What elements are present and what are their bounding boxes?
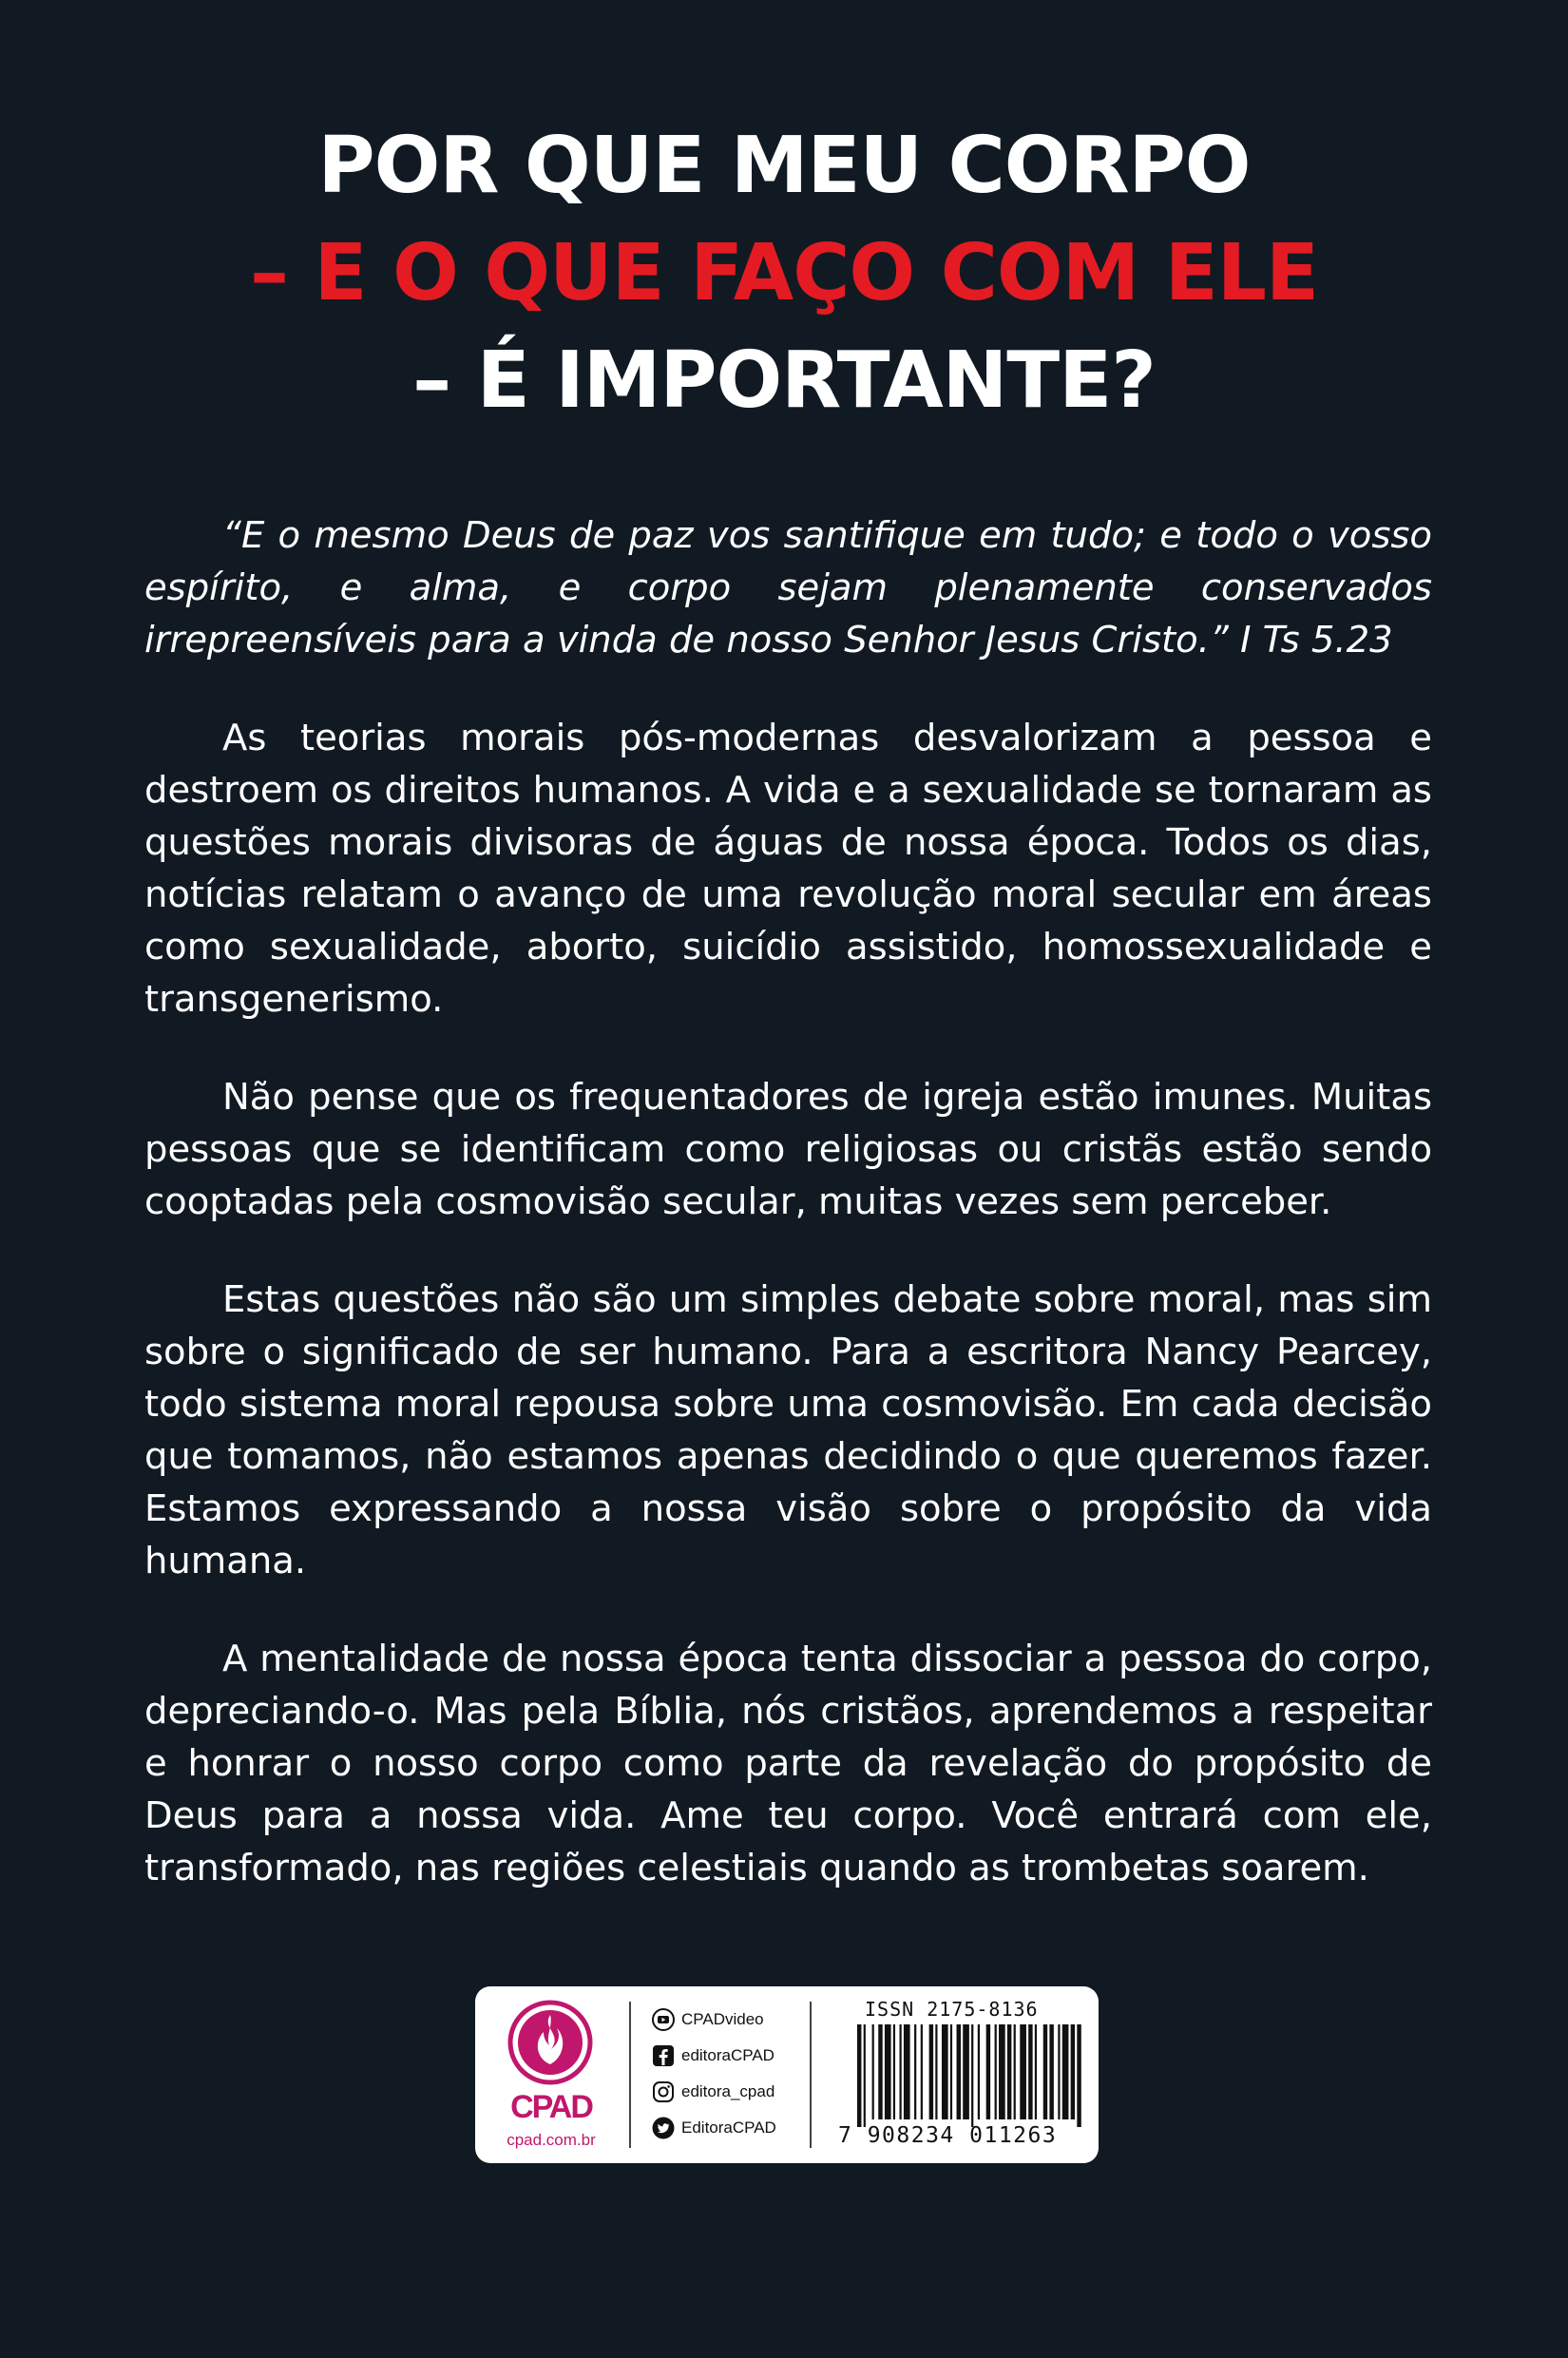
headline xyxy=(0,112,1568,434)
social-links xyxy=(652,2002,804,2146)
social-handle: CPADvideo xyxy=(681,2010,764,2028)
headline-line-2: – E O QUE FAÇO COM ELE xyxy=(249,228,1319,318)
issn-label: ISSN 2175-8136 xyxy=(865,1998,1039,2021)
divider xyxy=(629,2002,631,2148)
youtube-icon xyxy=(652,2008,675,2031)
paragraph-3: Estas questões não são um simples debate sobre moral, mas sim sobre o significado de ser humano. Para a escritora Nancy Pearcey, todo sistema moral repousa sobre uma cosmovisão. Em cada decisão que tomamos, não estamos apenas decidindo o que queremos fazer. Estamos expressando a nossa visão sobre o propósito da vida humana. xyxy=(144,1278,1432,1582)
barcode-icon xyxy=(857,2024,1083,2127)
publisher-website[interactable]: cpad.com.br xyxy=(507,2131,596,2149)
facebook-icon xyxy=(652,2044,675,2067)
headline-line-1: POR QUE MEU CORPO xyxy=(317,121,1251,211)
social-twitter[interactable] xyxy=(652,2110,804,2146)
paragraph-2: Não pense que os frequentadores de igreja estão imunes. Muitas pessoas que se identificam como religiosas ou cristãs estão sendo cooptadas pela cosmovisão secular, muitas vezes sem perceber. xyxy=(144,1076,1432,1223)
synopsis xyxy=(144,509,1432,1940)
cpad-logo-icon xyxy=(507,2000,593,2085)
publisher-logo xyxy=(475,1986,627,2163)
social-handle: EditoraCPAD xyxy=(681,2118,776,2137)
headline-line-3: – É IMPORTANTE? xyxy=(412,335,1156,426)
social-instagram[interactable] xyxy=(652,2074,804,2110)
divider xyxy=(810,2002,812,2148)
twitter-icon xyxy=(652,2117,675,2139)
instagram-icon xyxy=(652,2080,675,2103)
barcode-block xyxy=(831,1998,1087,2156)
bible-quote: “E o mesmo Deus de paz vos santifique em tudo; e todo o vosso espírito, e alma, e corpo sejam plenamente conservados irrepreensíveis para a vinda de nosso Senhor Jesus Cristo.” I Ts 5.23 xyxy=(144,514,1432,661)
paragraph-4: A mentalidade de nossa época tenta dissociar a pessoa do corpo, depreciando-o. Mas pela Bíblia, nós cristãos, aprendemos a respeitar e honrar o nosso corpo como parte da revelação do propósito de Deus para a nossa vida. Ame teu corpo. Você entrará com ele, transformado, nas regiões celestiais quando as trombetas soarem. xyxy=(144,1638,1432,1889)
social-youtube[interactable] xyxy=(652,2002,804,2038)
paragraph-1: As teorias morais pós-modernas desvalorizam a pessoa e destroem os direitos humanos. A vida e a sexualidade se tornaram as questões morais divisoras de águas de nossa época. Todos os dias, notícias relatam o avanço de uma revolução moral secular em áreas como sexualidade, aborto, suicídio assistido, homossexualidade e transgenerismo. xyxy=(144,717,1432,1021)
publisher-name: CPAD xyxy=(510,2089,592,2125)
social-handle: editoraCPAD xyxy=(681,2046,774,2064)
social-facebook[interactable] xyxy=(652,2038,804,2074)
barcode-number: 7 908234 011263 xyxy=(838,2123,1058,2148)
social-handle: editora_cpad xyxy=(681,2082,775,2100)
publisher-info-box xyxy=(475,1986,1099,2163)
